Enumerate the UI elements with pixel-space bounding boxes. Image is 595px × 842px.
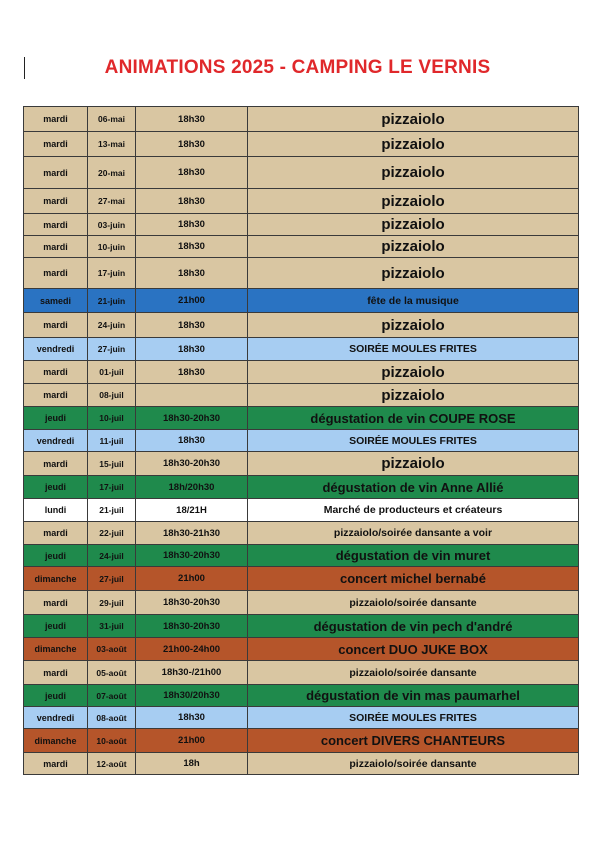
row-time: 18h xyxy=(136,753,248,775)
row-event: pizzaiolo xyxy=(248,107,579,132)
row-day: vendredi xyxy=(24,707,88,729)
row-day: lundi xyxy=(24,499,88,522)
row-day: dimanche xyxy=(24,638,88,661)
schedule-row xyxy=(24,236,579,258)
row-time: 18h30-20h30 xyxy=(136,452,248,476)
row-event: pizzaiolo xyxy=(248,361,579,384)
row-day: dimanche xyxy=(24,729,88,753)
row-day: mardi xyxy=(24,661,88,685)
row-date: 24-juil xyxy=(88,545,136,567)
row-event: dégustation de vin mas paumarhel xyxy=(248,685,579,707)
row-day: jeudi xyxy=(24,545,88,567)
row-day: mardi xyxy=(24,591,88,615)
row-event: pizzaiolo xyxy=(248,452,579,476)
row-day: jeudi xyxy=(24,685,88,707)
row-date: 17-juin xyxy=(88,258,136,289)
row-event: pizzaiolo xyxy=(248,189,579,214)
row-time: 18h30-21h30 xyxy=(136,522,248,545)
row-event: concert DIVERS CHANTEURS xyxy=(248,729,579,753)
row-day: mardi xyxy=(24,132,88,157)
row-event: pizzaiolo/soirée dansante xyxy=(248,753,579,775)
schedule-row xyxy=(24,567,579,591)
row-event: pizzaiolo/soirée dansante xyxy=(248,661,579,685)
schedule-row xyxy=(24,258,579,289)
schedule-row xyxy=(24,107,579,132)
row-day: mardi xyxy=(24,107,88,132)
row-event: SOIRÉE MOULES FRITES xyxy=(248,707,579,729)
row-date: 05-août xyxy=(88,661,136,685)
schedule-row xyxy=(24,591,579,615)
row-event: pizzaiolo xyxy=(248,313,579,338)
row-day: jeudi xyxy=(24,615,88,638)
row-time: 18h/20h30 xyxy=(136,476,248,499)
row-day: mardi xyxy=(24,452,88,476)
row-day: mardi xyxy=(24,214,88,236)
row-day: mardi xyxy=(24,189,88,214)
row-day: mardi xyxy=(24,522,88,545)
schedule-table xyxy=(23,106,579,775)
row-day: vendredi xyxy=(24,430,88,452)
schedule-row xyxy=(24,753,579,775)
row-time: 21h00 xyxy=(136,567,248,591)
row-date: 29-juil xyxy=(88,591,136,615)
row-day: jeudi xyxy=(24,476,88,499)
row-date: 07-août xyxy=(88,685,136,707)
row-day: mardi xyxy=(24,361,88,384)
row-date: 20-mai xyxy=(88,157,136,189)
row-time: 18h30-/21h00 xyxy=(136,661,248,685)
schedule-row xyxy=(24,289,579,313)
row-event: fête de la musique xyxy=(248,289,579,313)
row-time: 21h00 xyxy=(136,729,248,753)
row-date: 08-août xyxy=(88,707,136,729)
row-event: SOIRÉE MOULES FRITES xyxy=(248,338,579,361)
row-time: 18h30-20h30 xyxy=(136,591,248,615)
schedule-row xyxy=(24,638,579,661)
schedule-row xyxy=(24,189,579,214)
row-event: pizzaiolo xyxy=(248,384,579,407)
schedule-row xyxy=(24,615,579,638)
row-time: 18h30 xyxy=(136,707,248,729)
row-time: 18h30 xyxy=(136,132,248,157)
row-date: 15-juil xyxy=(88,452,136,476)
schedule-row xyxy=(24,361,579,384)
row-event: concert michel bernabé xyxy=(248,567,579,591)
schedule-row xyxy=(24,132,579,157)
row-date: 22-juil xyxy=(88,522,136,545)
row-event: dégustation de vin Anne Allié xyxy=(248,476,579,499)
row-time: 18h30 xyxy=(136,258,248,289)
row-time: 18h30 xyxy=(136,338,248,361)
schedule-row xyxy=(24,430,579,452)
row-date: 10-août xyxy=(88,729,136,753)
schedule-row xyxy=(24,685,579,707)
row-date: 13-mai xyxy=(88,132,136,157)
row-date: 10-juil xyxy=(88,407,136,430)
row-time: 18h30-20h30 xyxy=(136,407,248,430)
row-time: 18h30-20h30 xyxy=(136,615,248,638)
row-event: dégustation de vin COUPE ROSE xyxy=(248,407,579,430)
row-time: 18/21H xyxy=(136,499,248,522)
row-day: jeudi xyxy=(24,407,88,430)
schedule-row xyxy=(24,499,579,522)
schedule-row xyxy=(24,729,579,753)
row-date: 17-juil xyxy=(88,476,136,499)
row-time: 18h30/20h30 xyxy=(136,685,248,707)
schedule-row xyxy=(24,522,579,545)
row-date: 27-juil xyxy=(88,567,136,591)
schedule-row xyxy=(24,661,579,685)
row-date: 31-juil xyxy=(88,615,136,638)
schedule-row xyxy=(24,545,579,567)
row-event: Marché de producteurs et créateurs xyxy=(248,499,579,522)
row-time: 18h30 xyxy=(136,107,248,132)
schedule-row xyxy=(24,407,579,430)
row-event: pizzaiolo xyxy=(248,157,579,189)
row-event: pizzaiolo xyxy=(248,258,579,289)
row-date: 21-juil xyxy=(88,499,136,522)
row-day: mardi xyxy=(24,753,88,775)
row-date: 10-juin xyxy=(88,236,136,258)
row-event: dégustation de vin muret xyxy=(248,545,579,567)
row-date: 03-juin xyxy=(88,214,136,236)
schedule-row xyxy=(24,476,579,499)
row-day: samedi xyxy=(24,289,88,313)
row-date: 01-juil xyxy=(88,361,136,384)
row-event: concert DUO JUKE BOX xyxy=(248,638,579,661)
row-time: 18h30 xyxy=(136,214,248,236)
row-day: mardi xyxy=(24,236,88,258)
row-event: pizzaiolo/soirée dansante a voir xyxy=(248,522,579,545)
row-day: mardi xyxy=(24,313,88,338)
row-time: 18h30 xyxy=(136,157,248,189)
schedule-row xyxy=(24,157,579,189)
row-date: 21-juin xyxy=(88,289,136,313)
schedule-row xyxy=(24,707,579,729)
row-time: 18h30 xyxy=(136,313,248,338)
row-event: pizzaiolo/soirée dansante xyxy=(248,591,579,615)
row-time: 21h00-24h00 xyxy=(136,638,248,661)
row-time: 18h30 xyxy=(136,361,248,384)
row-date: 03-août xyxy=(88,638,136,661)
schedule-body xyxy=(24,107,579,775)
row-time: 18h30 xyxy=(136,189,248,214)
row-date: 11-juil xyxy=(88,430,136,452)
schedule-row xyxy=(24,338,579,361)
row-time: 21h00 xyxy=(136,289,248,313)
row-time: 18h30 xyxy=(136,236,248,258)
row-day: mardi xyxy=(24,157,88,189)
row-time xyxy=(136,384,248,407)
row-date: 24-juin xyxy=(88,313,136,338)
row-day: dimanche xyxy=(24,567,88,591)
row-day: mardi xyxy=(24,384,88,407)
row-date: 08-juil xyxy=(88,384,136,407)
row-event: dégustation de vin pech d'andré xyxy=(248,615,579,638)
row-date: 12-août xyxy=(88,753,136,775)
schedule-row xyxy=(24,313,579,338)
row-event: pizzaiolo xyxy=(248,132,579,157)
schedule-row xyxy=(24,384,579,407)
row-event: pizzaiolo xyxy=(248,214,579,236)
row-date: 27-juin xyxy=(88,338,136,361)
row-date: 06-mai xyxy=(88,107,136,132)
page-title: ANIMATIONS 2025 - CAMPING LE VERNIS xyxy=(104,57,491,78)
schedule-row xyxy=(24,214,579,236)
row-day: mardi xyxy=(24,258,88,289)
row-date: 27-mai xyxy=(88,189,136,214)
row-event: SOIRÉE MOULES FRITES xyxy=(248,430,579,452)
row-time: 18h30-20h30 xyxy=(136,545,248,567)
row-day: vendredi xyxy=(24,338,88,361)
schedule-row xyxy=(24,452,579,476)
row-time: 18h30 xyxy=(136,430,248,452)
row-event: pizzaiolo xyxy=(248,236,579,258)
